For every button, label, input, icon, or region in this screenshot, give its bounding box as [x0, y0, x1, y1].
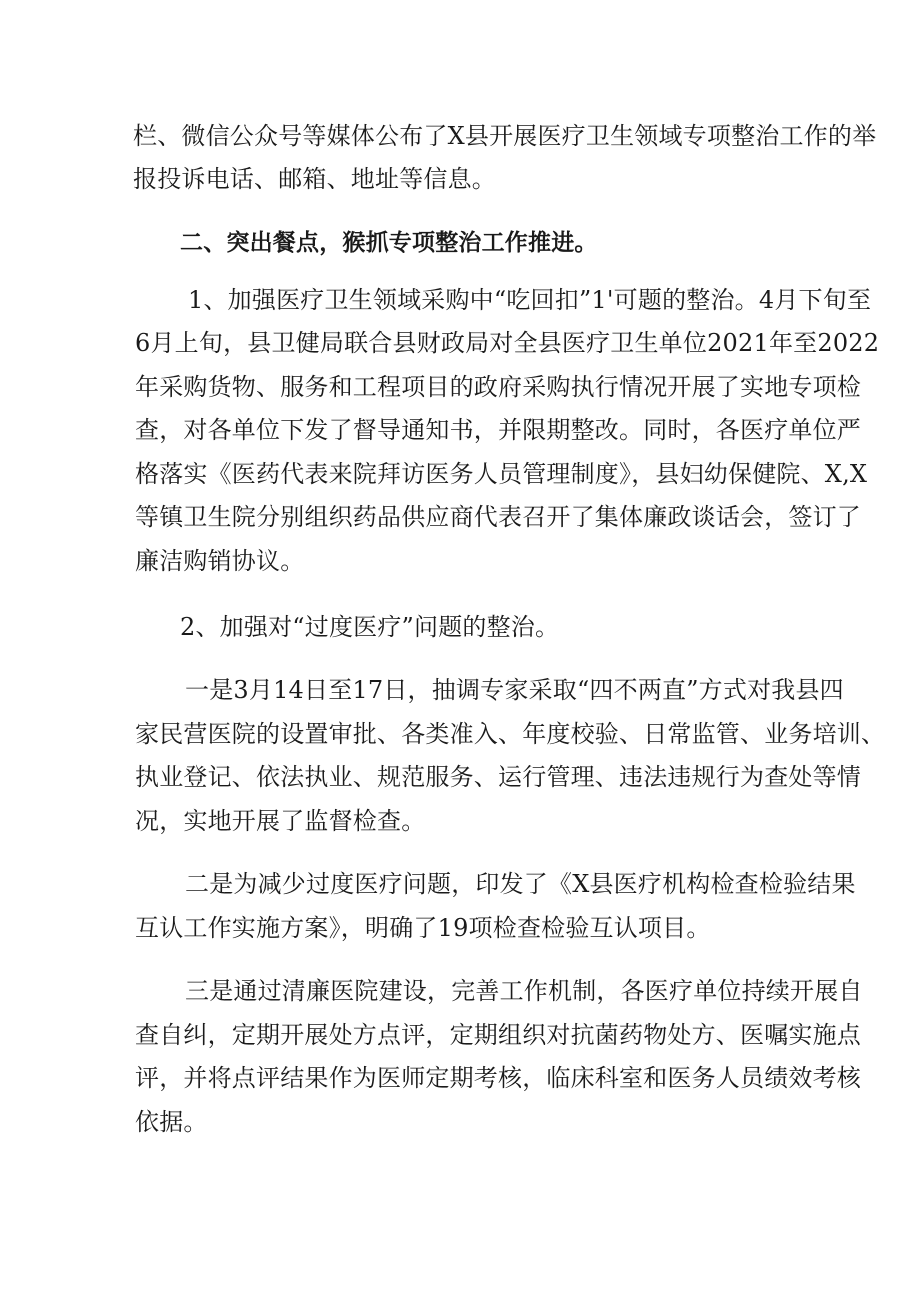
- paragraph-1-line-1: 栏、微信公众号等媒体公布了X县开展医疗卫生领域专项整治工作的举: [133, 122, 877, 150]
- paragraph-6-line-2: 互认工作实施方案》，明确了19项检查检验互认项目。: [135, 914, 711, 942]
- paragraph-4-line-1: 2、加强对“过度医疗”问题的整治。: [180, 613, 560, 641]
- paragraph-7-line-3: 评，并将点评结果作为医师定期考核，临床科室和医务人员绩效考核: [135, 1064, 861, 1092]
- paragraph-3-line-1: 1、加强医疗卫生领域采购中“吃回扣”1'可题的整治。4月下旬至: [188, 286, 872, 314]
- paragraph-5-line-3: 执业登记、依法执业、规范服务、运行管理、违法违规行为查处等情: [135, 763, 861, 791]
- paragraph-3-line-5: 格落实《医药代表来院拜访医务人员管理制度》，县妇幼保健院、X,X: [135, 460, 868, 488]
- paragraph-3-line-4: 查，对各单位下发了督导通知书，并限期整改。同时，各医疗单位严: [135, 416, 861, 444]
- paragraph-3-line-6: 等镇卫生院分别组织药品供应商代表召开了集体廉政谈话会，签订了: [135, 503, 861, 531]
- paragraph-5-line-4: 况，实地开展了监督检查。: [135, 807, 426, 835]
- paragraph-5-line-2: 家民营医院的设置审批、各类准入、年度校验、日常监管、业务培训、: [135, 720, 886, 748]
- paragraph-7-line-4: 依据。: [135, 1108, 208, 1136]
- paragraph-6-line-1: 二是为减少过度医疗问题，印发了《X县医疗机构检查检验结果: [185, 870, 856, 898]
- section-heading: 二、突出餐点，猴抓专项整治工作推进。: [180, 230, 598, 256]
- paragraph-7-line-2: 查自纠，定期开展处方点评，定期组织对抗菌药物处方、医嘱实施点: [135, 1021, 861, 1049]
- paragraph-3-line-7: 廉洁购销协议。: [135, 547, 305, 575]
- paragraph-5-line-1: 一是3月14日至17日，抽调专家采取“四不两直”方式对我县四: [185, 676, 844, 704]
- paragraph-1-line-2: 报投诉电话、邮箱、地址等信息。: [133, 165, 496, 193]
- paragraph-3-line-2: 6月上旬，县卫健局联合县财政局对全县医疗卫生单位2021年至2022: [135, 329, 880, 357]
- paragraph-7-line-1: 三是通过清廉医院建设，完善工作机制，各医疗单位持续开展自: [185, 977, 863, 1005]
- paragraph-3-line-3: 年采购货物、服务和工程项目的政府采购执行情况开展了实地专项检: [135, 373, 861, 401]
